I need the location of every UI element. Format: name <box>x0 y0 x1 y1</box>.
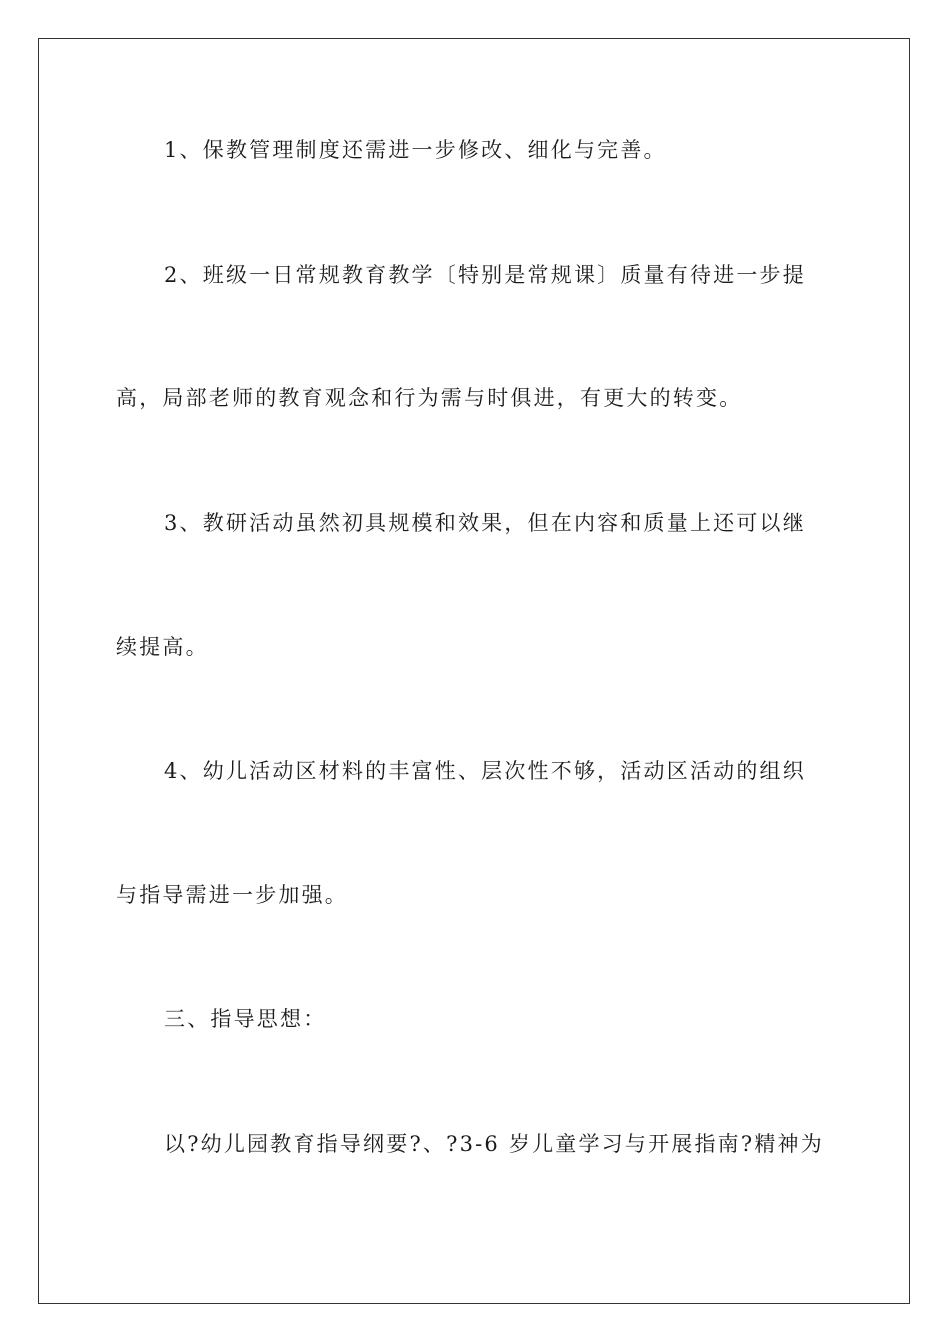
paragraph-3-line-1: 3、教研活动虽然初具规模和效果，但在内容和质量上还可以继 <box>164 511 806 535</box>
paragraph-4-line-1: 4、幼儿活动区材料的丰富性、层次性不够，活动区活动的组织 <box>164 759 806 783</box>
paragraph-3-line-2: 续提高。 <box>116 635 209 659</box>
paragraph-2-line-2: 高，局部老师的教育观念和行为需与时俱进，有更大的转变。 <box>116 386 743 410</box>
paragraph-1-line-1: 1、保教管理制度还需进一步修改、细化与完善。 <box>164 138 667 162</box>
section-heading: 三、指导思想： <box>164 1007 327 1031</box>
page-border <box>38 38 910 1304</box>
paragraph-5-line-1: 以?幼儿园教育指导纲要?、?3-6 岁儿童学习与开展指南?精神为 <box>164 1132 824 1156</box>
paragraph-2-line-1: 2、班级一日常规教育教学〔特别是常规课〕质量有待进一步提 <box>164 263 806 287</box>
paragraph-4-line-2: 与指导需进一步加强。 <box>116 883 348 907</box>
